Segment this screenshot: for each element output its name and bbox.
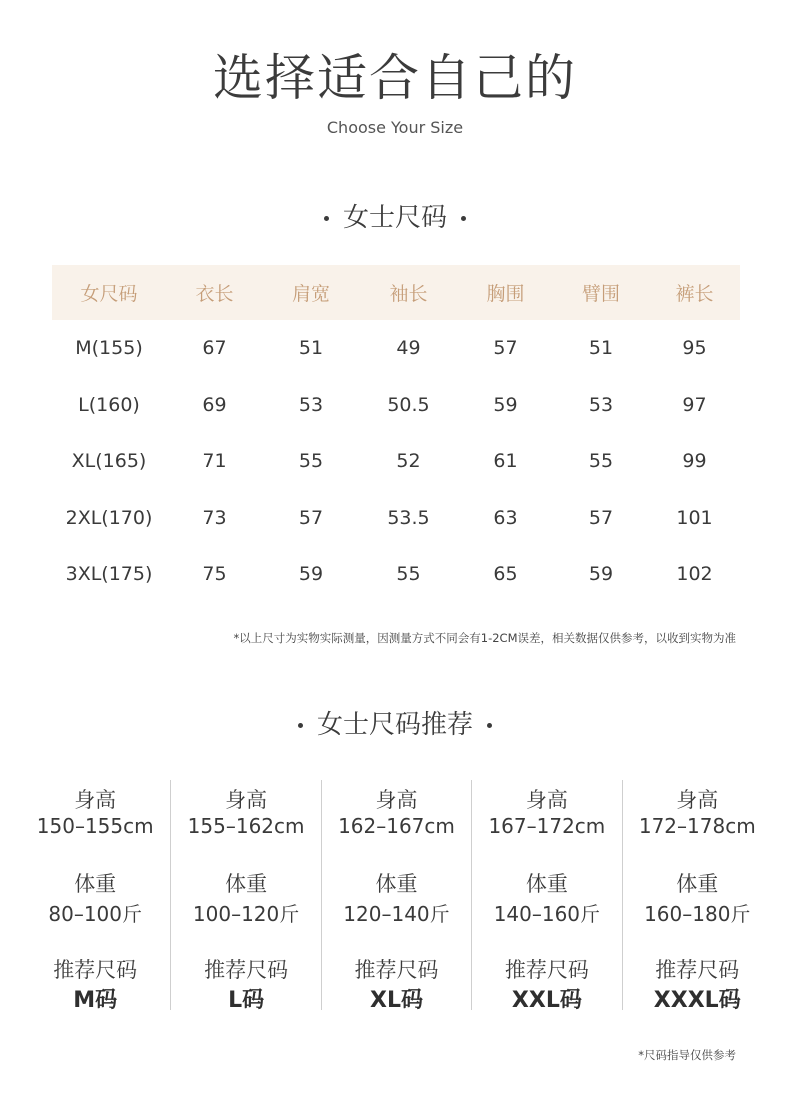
recommended-size: XL码 (369, 988, 423, 1013)
table-cell: 57 (588, 506, 614, 529)
height-range: 162–167cm (338, 814, 455, 838)
recommended-size-label: 推荐尺码 (53, 958, 138, 982)
table-cell: 95 (682, 337, 707, 360)
recommended-size-label: 推荐尺码 (354, 958, 439, 982)
table-cell: 99 (682, 450, 707, 473)
table-cell: 57 (298, 506, 324, 529)
column-header-pants-length: 裤长 (675, 283, 714, 305)
column-header-chest: 胸围 (486, 283, 525, 305)
table-cell: 61 (493, 450, 518, 473)
table-row (52, 433, 740, 490)
height-label: 身高 (74, 788, 117, 812)
recommendation-column (20, 780, 170, 1013)
column-header-length: 衣长 (195, 283, 234, 305)
weight-range: 140–160斤 (493, 902, 601, 926)
recommendation-note: *尺码指导仅供参考 (638, 1048, 736, 1062)
table-cell: 57 (493, 337, 518, 360)
table-cell: 49 (396, 337, 421, 360)
table-cell: 73 (202, 506, 227, 529)
table-cell: 102 (676, 563, 713, 586)
height-label: 身高 (676, 788, 719, 812)
column-header-sleeve: 袖长 (389, 283, 428, 305)
table-cell: 52 (396, 450, 421, 473)
weight-range: 80–100斤 (48, 902, 142, 926)
recommended-size-label: 推荐尺码 (655, 958, 740, 982)
weight-label: 体重 (74, 872, 117, 896)
height-label: 身高 (225, 788, 268, 812)
recommendation-heading (0, 707, 790, 743)
table-cell: 59 (298, 563, 324, 586)
weight-label: 体重 (525, 872, 568, 896)
recommendation-column (622, 780, 772, 1013)
table-cell: 55 (396, 563, 421, 586)
table-cell: 55 (298, 450, 324, 473)
column-header-shoulder: 肩宽 (291, 283, 330, 305)
column-header-arm: 臂围 (581, 283, 620, 305)
table-cell: 75 (202, 563, 227, 586)
table-cell: 67 (202, 337, 227, 360)
page-title: 选择适合自己的 (213, 49, 577, 107)
table-cell: 63 (493, 506, 518, 529)
table-cell: 51 (298, 337, 324, 360)
table-cell: L(160) (78, 393, 140, 416)
table-header-row (52, 265, 740, 320)
table-cell: 3XL(175) (65, 563, 153, 586)
table-cell: M(155) (75, 337, 143, 360)
table-cell: 71 (202, 450, 227, 473)
table-cell: 69 (202, 393, 227, 416)
table-cell: XL(165) (71, 450, 147, 473)
recommended-size-label: 推荐尺码 (504, 958, 589, 982)
measurement-note: *以上尺寸为实物实际测量，因测量方式不同会有1-2CM误差，相关数据仅供参考，以收到实物为准 (233, 631, 736, 645)
size-chart-heading (0, 200, 790, 236)
weight-label: 体重 (375, 872, 418, 896)
table-cell: 55 (588, 450, 614, 473)
weight-range: 160–180斤 (644, 902, 751, 926)
table-cell: 97 (682, 393, 707, 416)
table-cell: 65 (493, 563, 518, 586)
column-header-size: 女尺码 (80, 283, 138, 305)
recommendation-heading-text: 女士尺码推荐 (316, 710, 473, 740)
table-cell: 59 (588, 563, 614, 586)
recommended-size-label: 推荐尺码 (204, 958, 289, 982)
bullet-dot-icon (324, 216, 329, 221)
weight-range: 100–120斤 (192, 902, 300, 926)
height-range: 155–162cm (187, 814, 305, 838)
height-label: 身高 (525, 788, 568, 812)
table-row (52, 546, 740, 603)
height-range: 172–178cm (638, 814, 756, 838)
recommended-size: M码 (73, 988, 118, 1013)
table-cell: 53 (588, 393, 614, 416)
recommended-size: XXXL码 (653, 988, 741, 1013)
table-cell: 2XL(170) (65, 506, 153, 529)
table-row (52, 490, 740, 547)
bullet-dot-icon (298, 723, 303, 728)
height-label: 身高 (375, 788, 418, 812)
table-row (52, 320, 740, 377)
size-chart-heading-text: 女士尺码 (342, 203, 447, 233)
table-cell: 50.5 (387, 393, 430, 416)
table-cell: 53 (298, 393, 324, 416)
bullet-dot-icon (487, 723, 492, 728)
weight-label: 体重 (225, 872, 268, 896)
table-cell: 101 (676, 506, 713, 529)
page-subtitle: Choose Your Size (326, 118, 464, 137)
table-cell: 51 (588, 337, 614, 360)
recommendation-column (321, 780, 471, 1013)
height-range: 150–155cm (36, 814, 154, 838)
recommendation-grid (20, 780, 772, 1013)
recommended-size: XXL码 (511, 988, 582, 1013)
recommendation-column (471, 780, 621, 1013)
recommended-size: L码 (228, 988, 265, 1013)
size-chart-table (52, 265, 740, 603)
weight-range: 120–140斤 (343, 902, 450, 926)
table-row (52, 377, 740, 434)
recommendation-column (170, 780, 320, 1013)
table-cell: 59 (493, 393, 518, 416)
bullet-dot-icon (461, 216, 466, 221)
table-cell: 53.5 (387, 506, 430, 529)
height-range: 167–172cm (488, 814, 606, 838)
weight-label: 体重 (676, 872, 719, 896)
